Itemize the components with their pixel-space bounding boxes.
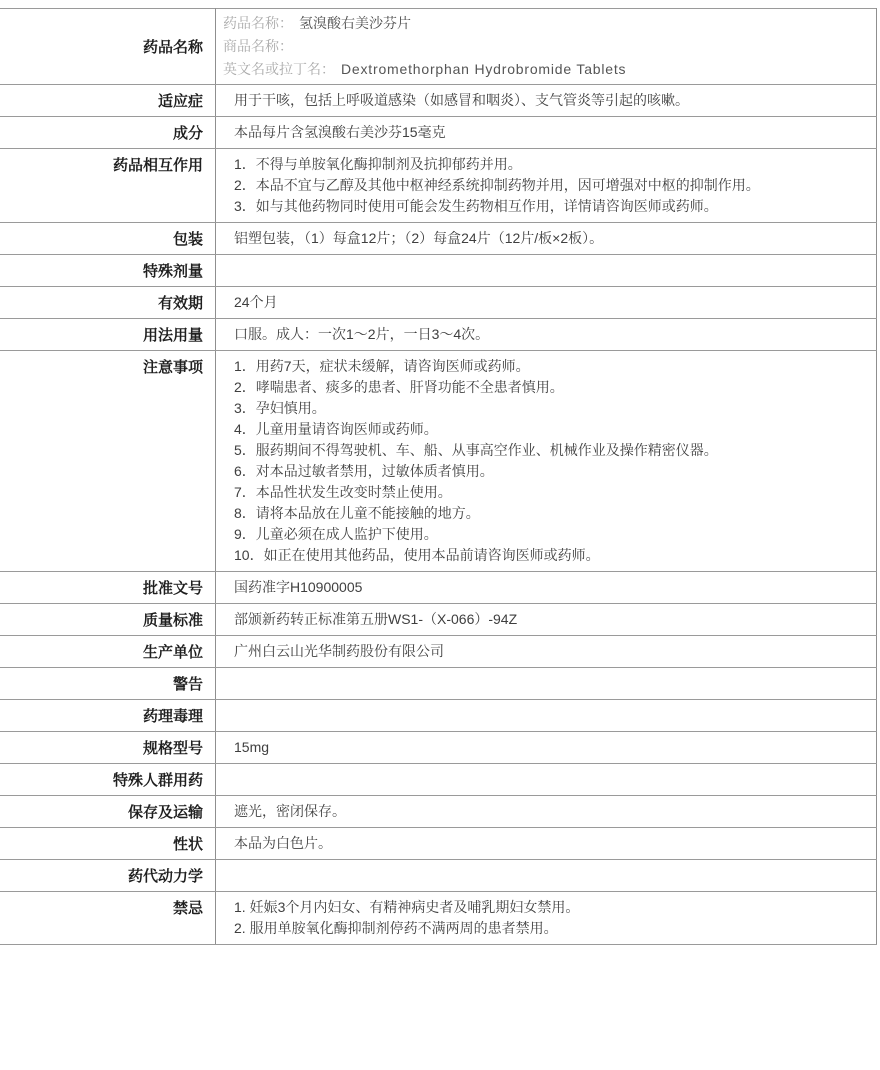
row-label-packaging: 包装 bbox=[0, 223, 216, 255]
field-line bbox=[223, 12, 866, 35]
row-dosage bbox=[0, 319, 877, 351]
content-line: 1. 妊娠3个月内妇女、有精神病史者及哺乳期妇女禁用。 bbox=[234, 899, 580, 915]
row-label-dosage: 用法用量 bbox=[0, 319, 216, 351]
row-content-manufacturer bbox=[216, 636, 877, 668]
row-precautions bbox=[0, 351, 877, 572]
row-content-dosage bbox=[216, 319, 877, 351]
content-line: 2．本品不宜与乙醇及其他中枢神经系统抑制药物并用，因可增强对中枢的抑制作用。 bbox=[234, 177, 760, 193]
content-line: 8．请将本品放在儿童不能接触的地方。 bbox=[234, 505, 480, 521]
row-content-special-dosage bbox=[216, 255, 877, 287]
row-special-dosage bbox=[0, 255, 877, 287]
row-content-pharmacology-toxicology bbox=[216, 700, 877, 732]
row-quality-standard bbox=[0, 604, 877, 636]
field-value: Dextromethorphan Hydrobromide Tablets bbox=[341, 61, 627, 77]
row-specification bbox=[0, 732, 877, 764]
row-content-precautions bbox=[216, 351, 877, 572]
row-content-packaging bbox=[216, 223, 877, 255]
row-label-precautions: 注意事项 bbox=[0, 351, 216, 572]
row-indications bbox=[0, 85, 877, 117]
row-content-drug-name bbox=[216, 9, 877, 85]
content-line: 10．如正在使用其他药品，使用本品前请咨询医师或药师。 bbox=[234, 547, 600, 563]
row-content-contraindications bbox=[216, 892, 877, 945]
row-content-specification bbox=[216, 732, 877, 764]
content-line: 本品为白色片。 bbox=[234, 835, 332, 851]
field-label: 英文名或拉丁名： bbox=[223, 61, 335, 77]
row-pharmacology-toxicology bbox=[0, 700, 877, 732]
content-line: 1．不得与单胺氧化酶抑制剂及抗抑郁药并用。 bbox=[234, 156, 522, 172]
content-line: 3．如与其他药物同时使用可能会发生药物相互作用，详情请咨询医师或药师。 bbox=[234, 198, 718, 214]
drug-info-table bbox=[0, 8, 877, 945]
row-warning bbox=[0, 668, 877, 700]
row-appearance bbox=[0, 828, 877, 860]
row-label-manufacturer: 生产单位 bbox=[0, 636, 216, 668]
row-content-ingredients bbox=[216, 117, 877, 149]
row-special-populations bbox=[0, 764, 877, 796]
row-content-special-populations bbox=[216, 764, 877, 796]
row-label-drug-interactions: 药品相互作用 bbox=[0, 149, 216, 223]
row-label-special-populations: 特殊人群用药 bbox=[0, 764, 216, 796]
row-content-indications bbox=[216, 85, 877, 117]
row-ingredients bbox=[0, 117, 877, 149]
row-packaging bbox=[0, 223, 877, 255]
row-label-appearance: 性状 bbox=[0, 828, 216, 860]
row-shelf-life bbox=[0, 287, 877, 319]
content-line: 24个月 bbox=[234, 294, 278, 310]
row-content-quality-standard bbox=[216, 604, 877, 636]
row-label-specification: 规格型号 bbox=[0, 732, 216, 764]
row-label-pharmacology-toxicology: 药理毒理 bbox=[0, 700, 216, 732]
row-content-appearance bbox=[216, 828, 877, 860]
row-drug-interactions bbox=[0, 149, 877, 223]
content-line: 7．本品性状发生改变时禁止使用。 bbox=[234, 484, 452, 500]
row-storage-transport bbox=[0, 796, 877, 828]
content-line: 本品每片含氢溴酸右美沙芬15毫克 bbox=[234, 124, 446, 140]
content-line: 6．对本品过敏者禁用，过敏体质者慎用。 bbox=[234, 463, 494, 479]
content-line: 9．儿童必须在成人监护下使用。 bbox=[234, 526, 438, 542]
content-line: 4．儿童用量请咨询医师或药师。 bbox=[234, 421, 438, 437]
content-line: 2. 服用单胺氧化酶抑制剂停药不满两周的患者禁用。 bbox=[234, 920, 558, 936]
row-manufacturer bbox=[0, 636, 877, 668]
field-line bbox=[223, 58, 866, 81]
row-label-storage-transport: 保存及运输 bbox=[0, 796, 216, 828]
content-line: 15mg bbox=[234, 739, 270, 755]
content-line: 广州白云山光华制药股份有限公司 bbox=[234, 643, 444, 659]
row-label-warning: 警告 bbox=[0, 668, 216, 700]
content-line: 1．用药7天，症状未缓解，请咨询医师或药师。 bbox=[234, 358, 530, 374]
row-label-pharmacokinetics: 药代动力学 bbox=[0, 860, 216, 892]
row-label-shelf-life: 有效期 bbox=[0, 287, 216, 319]
content-line: 3．孕妇慎用。 bbox=[234, 400, 326, 416]
row-content-pharmacokinetics bbox=[216, 860, 877, 892]
content-line: 部颁新药转正标准第五册WS1-（X-066）-94Z bbox=[234, 611, 518, 627]
field-value: 氢溴酸右美沙芬片 bbox=[299, 15, 411, 31]
content-line: 铝塑包装，（1）每盒12片；（2）每盒24片（12片/板×2板）。 bbox=[234, 230, 604, 246]
content-line: 5．服药期间不得驾驶机、车、船、从事高空作业、机械作业及操作精密仪器。 bbox=[234, 442, 718, 458]
field-line bbox=[223, 35, 866, 58]
content-line: 遮光，密闭保存。 bbox=[234, 803, 346, 819]
row-content-storage-transport bbox=[216, 796, 877, 828]
content-line: 2．哮喘患者、痰多的患者、肝肾功能不全患者慎用。 bbox=[234, 379, 564, 395]
row-content-drug-interactions bbox=[216, 149, 877, 223]
row-label-drug-name: 药品名称 bbox=[0, 9, 216, 85]
field-label: 商品名称： bbox=[223, 38, 293, 54]
content-line: 用于干咳，包括上呼吸道感染（如感冒和咽炎）、支气管炎等引起的咳嗽。 bbox=[234, 92, 689, 108]
field-label: 药品名称： bbox=[223, 15, 293, 31]
content-line: 国药准字H10900005 bbox=[234, 579, 363, 595]
row-label-ingredients: 成分 bbox=[0, 117, 216, 149]
content-line: 口服。成人：一次1～2片，一日3～4次。 bbox=[234, 326, 490, 342]
row-label-indications: 适应症 bbox=[0, 85, 216, 117]
row-label-contraindications: 禁忌 bbox=[0, 892, 216, 945]
row-label-special-dosage: 特殊剂量 bbox=[0, 255, 216, 287]
row-content-shelf-life bbox=[216, 287, 877, 319]
row-label-approval-number: 批准文号 bbox=[0, 572, 216, 604]
row-content-approval-number bbox=[216, 572, 877, 604]
drug-info-table-body bbox=[0, 9, 877, 945]
row-pharmacokinetics bbox=[0, 860, 877, 892]
row-drug-name bbox=[0, 9, 877, 85]
row-content-warning bbox=[216, 668, 877, 700]
row-label-quality-standard: 质量标准 bbox=[0, 604, 216, 636]
row-approval-number bbox=[0, 572, 877, 604]
row-contraindications bbox=[0, 892, 877, 945]
